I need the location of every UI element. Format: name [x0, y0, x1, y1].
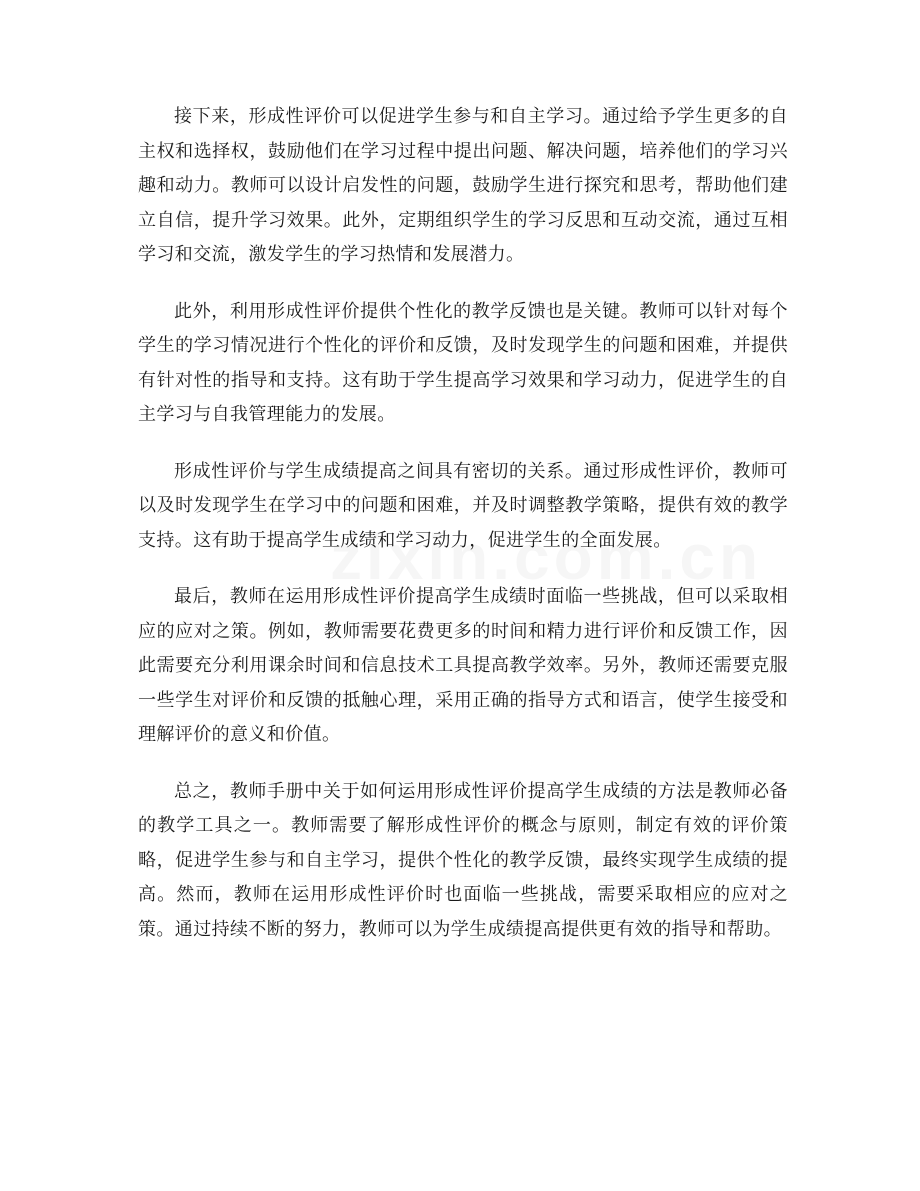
document-body: [138, 100, 788, 969]
paragraph-5: 总之，教师手册中关于如何运用形成性评价提高学生成绩的方法是教师必备的教学工具之一。教师需要了解形成性评价的概念与原则，制定有效的评价策略，促进学生参与和自主学习，提供个性化的教学反馈，最终实现学生成绩的提高。然而，教师在运用形成性评价时也面临一些挑战，需要采取相应的应对之策。通过持续不断的努力，教师可以为学生成绩提高提供更有效的指导和帮助。: [138, 780, 788, 940]
paragraph-3: 形成性评价与学生成绩提高之间具有密切的关系。通过形成性评价，教师可以及时发现学生在学习中的问题和困难，并及时调整教学策略，提供有效的教学支持。这有助于提高学生成绩和学习动力，促进学生的全面发展。: [138, 460, 788, 551]
paragraph-2: 此外，利用形成性评价提供个性化的教学反馈也是关键。教师可以针对每个学生的学习情况进行个性化的评价和反馈，及时发现学生的问题和困难，并提供有针对性的指导和支持。这有助于学生提高学习效果和学习动力，促进学生的自主学习与自我管理能力的发展。: [138, 300, 788, 425]
paragraph-4: 最后，教师在运用形成性评价提高学生成绩时面临一些挑战，但可以采取相应的应对之策。例如，教师需要花费更多的时间和精力进行评价和反馈工作，因此需要充分利用课余时间和信息技术工具提高教学效率。另外，教师还需要克服一些学生对评价和反馈的抵触心理，采用正确的指导方式和语言，使学生接受和理解评价的意义和价值。: [138, 586, 788, 745]
paragraph-1: 接下来，形成性评价可以促进学生参与和自主学习。通过给予学生更多的自主权和选择权，鼓励他们在学习过程中提出问题、解决问题，培养他们的学习兴趣和动力。教师可以设计启发性的问题，鼓励学生进行探究和思考，帮助他们建立自信，提升学习效果。此外，定期组织学生的学习反思和互动交流，通过互相学习和交流，激发学生的学习热情和发展潜力。: [138, 106, 788, 265]
